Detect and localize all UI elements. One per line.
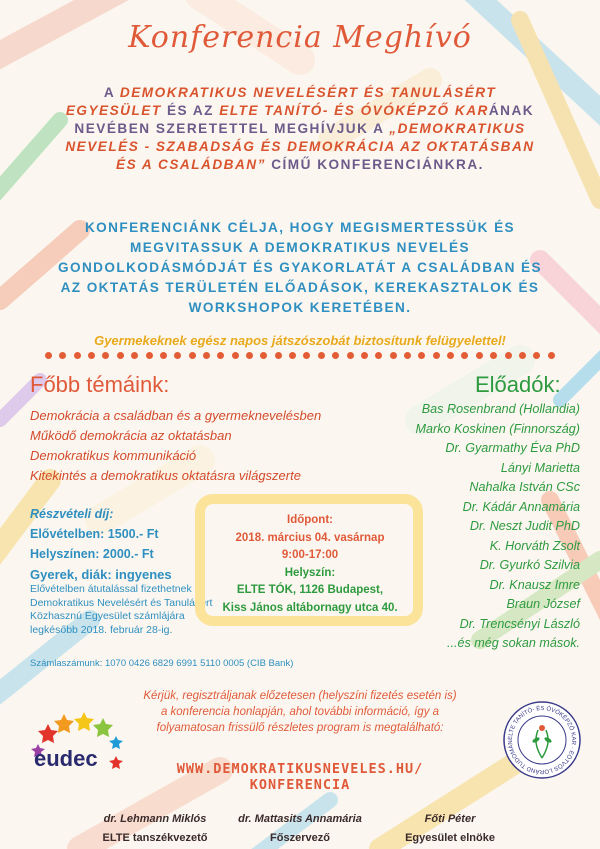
topic-item: Működő demokrácia az oktatásban bbox=[30, 428, 232, 443]
topics-list bbox=[30, 406, 390, 486]
speaker-item: Dr. Kádár Annamária bbox=[462, 499, 580, 514]
conference-name: „DEMOKRATIKUS NEVELÉS - SZABADSÁG ÉS DEMOKRÁCIA AZ OKTATÁSBAN ÉS A CSALÁDBAN” bbox=[65, 121, 535, 172]
eudec-logo bbox=[28, 710, 128, 785]
fee-heading: Részvételi díj: bbox=[30, 507, 114, 521]
speaker-item: Dr. Trencsényi László bbox=[459, 616, 580, 631]
speaker-item: Marko Koskinen (Finnország) bbox=[415, 421, 580, 436]
signature-2: dr. Mattasits Annamária Főszervező bbox=[238, 813, 362, 844]
svg-text:ELTE TANÍTÓ- ÉS ÓVÓKÉPZŐ KAR ·: ELTE TANÍTÓ- ÉS ÓVÓKÉPZŐ KAR · EÖTVÖS LORÁND TUDOMÁN bbox=[507, 705, 577, 775]
topic-item: Demokratikus kommunikáció bbox=[30, 448, 197, 463]
fee-kids: Gyerek, diák: ingyenes bbox=[30, 567, 172, 582]
speaker-item: Nahalka István CSc bbox=[469, 480, 580, 494]
kids-notice: Gyermekeknek egész napos játszószobát biztosítunk felügyelettel! bbox=[94, 333, 506, 348]
speaker-item: Dr. Neszt Judit PhD bbox=[469, 519, 580, 533]
speaker-item: K. Horváth Zsolt bbox=[489, 538, 580, 553]
bank-account: Számlaszámunk: 1070 0426 6829 6991 5110 0005 (CIB Bank) bbox=[30, 658, 294, 669]
fee-onsite: Helyszínen: 2000.- Ft bbox=[30, 547, 154, 561]
place-line-1: ELTE TÓK, 1126 Budapest, bbox=[236, 584, 384, 596]
time-label: Időpont: bbox=[287, 514, 333, 526]
page-title: Konferencia Meghívó bbox=[128, 20, 472, 55]
speaker-item: ...és még sokan mások. bbox=[447, 636, 580, 650]
signature-3: Főti Péter Egyesület elnöke bbox=[405, 813, 495, 844]
signature-1: dr. Lehmann Miklós ELTE tanszékvezető bbox=[102, 813, 208, 844]
elte-seal bbox=[502, 700, 582, 780]
speaker-item: Bas Rosenbrand (Hollandia) bbox=[421, 402, 580, 416]
university-seal-icon bbox=[502, 700, 582, 780]
fee-presale: Elővételben: 1500.- Ft bbox=[30, 527, 159, 541]
speaker-item: Dr. Gyurkó Szilvia bbox=[479, 558, 580, 572]
dotted-divider bbox=[45, 352, 555, 362]
speakers-heading: Előadók: bbox=[475, 372, 561, 397]
place-line-2: Kiss János altábornagy utca 40. bbox=[222, 601, 398, 614]
speaker-item: Lányi Marietta bbox=[500, 460, 580, 475]
intro-text: A DEMOKRATIKUS NEVELÉSÉRT ÉS TANULÁSÉRT EGYESÜLET ÉS AZ ELTE TANÍTÓ- ÉS ÓVÓKÉPZŐ KARÁNAK NEVÉBEN SZERETETTEL MEGHÍVJUK A „DEMOKRATIKUS NEVELÉS - SZABADSÁG ÉS DEMOKRÁCIA AZ OKTATÁSBAN ÉS A CSALÁDBAN” CÍMŰ KONFERENCIÁNKRA. bbox=[65, 85, 535, 172]
conference-aim: KONFERENCIÁNK CÉLJA, HOGY MEGISMERTESSÜK ÉS MEGVITASSUK A DEMOKRATIKUS NEVELÉS GONDOLKODÁSMÓDJÁT ÉS GYAKORLATÁT A CSALÁDBAN ÉS AZ OKTATÁS TERÜLETÉN ELŐADÁSOK, KEREKASZTALOK ÉS WORKSHOPOK KERETÉBEN. bbox=[58, 220, 542, 315]
place-label: Helyszín: bbox=[284, 566, 336, 579]
topic-item: Kitekintés a demokratikus oktatásra világszerte bbox=[30, 468, 301, 483]
website-link[interactable]: WWW.DEMOKRATIKUSNEVELES.HU/ KONFERENCIA bbox=[176, 761, 424, 793]
speaker-item: Dr. Gyarmathy Éva PhD bbox=[445, 441, 580, 455]
organization-name: DEMOKRATIKUS NEVELÉSÉRT ÉS TANULÁSÉRT EGYESÜLET bbox=[65, 85, 497, 118]
topic-item: Demokrácia a családban és a gyermeknevelésben bbox=[30, 408, 322, 423]
speaker-item: Dr. Knausz Imre bbox=[489, 577, 580, 592]
topics-heading: Főbb témáink: bbox=[30, 372, 170, 397]
transfer-info: Elővételben átutalással fizethetnek a Demokratikus Nevelésért és Tanulásért Közhasznú Egyesület számlájára legkésőbb 2018. február 28-ig. bbox=[30, 583, 213, 636]
registration-text: Kérjük, regisztráljanak előzetesen (helyszíni fizetés esetén is) a konferencia honlapján, ahol további információ, így a folyamatosan frissülő részletes program is megtalálható: bbox=[143, 690, 457, 734]
eudec-wordmark: eudec bbox=[34, 746, 98, 771]
event-info bbox=[205, 512, 415, 617]
faculty-name: ELTE TANÍTÓ- ÉS ÓVÓKÉPZŐ KAR bbox=[219, 103, 489, 118]
event-hours: 9:00-17:00 bbox=[281, 549, 339, 561]
event-date: 2018. március 04. vasárnap bbox=[235, 531, 385, 544]
speaker-item: Braun József bbox=[506, 597, 580, 611]
